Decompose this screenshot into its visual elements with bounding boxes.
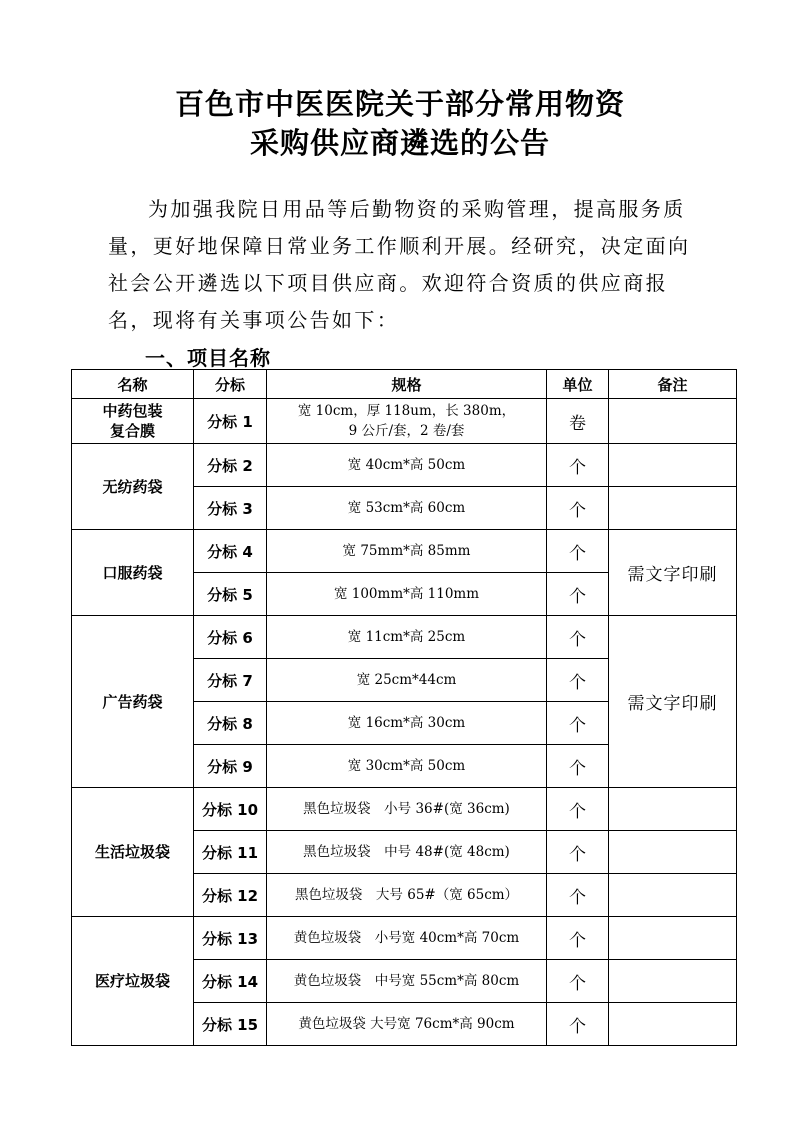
item-name-cell: 口服药袋	[72, 530, 194, 616]
item-name-cell: 无纺药袋	[72, 444, 194, 530]
procurement-table	[71, 369, 737, 1046]
table-header-row	[72, 370, 737, 399]
unit-cell: 个	[547, 745, 609, 788]
table-row	[72, 530, 737, 573]
table-row	[72, 399, 737, 444]
table-row	[72, 788, 737, 831]
note-cell: 需文字印刷	[609, 616, 737, 788]
unit-cell: 个	[547, 487, 609, 530]
item-name-line: 复合膜	[109, 422, 155, 440]
document-title-line-1: 百色市中医医院关于部分常用物资	[174, 87, 625, 121]
item-name-cell: 医疗垃圾袋	[72, 917, 194, 1046]
note-cell	[609, 788, 737, 831]
lot-cell: 分标 8	[194, 702, 267, 745]
unit-cell: 个	[547, 573, 609, 616]
spec-cell: 宽 100mm*高 110mm	[267, 573, 547, 616]
unit-cell: 个	[547, 960, 609, 1003]
item-name-cell	[72, 399, 194, 444]
note-cell	[609, 917, 737, 960]
lot-cell: 分标 12	[194, 874, 267, 917]
header-spec: 规格	[267, 370, 547, 399]
header-name: 名称	[72, 370, 194, 399]
unit-cell: 个	[547, 702, 609, 745]
spec-cell: 黄色垃圾袋 中号宽 55cm*高 80cm	[267, 960, 547, 1003]
note-cell	[609, 1003, 737, 1046]
intro-paragraph: 为加强我院日用品等后勤物资的采购管理，提高服务质量，更好地保障日常业务工作顺利开展。经研究，决定面向社会公开遴选以下项目供应商。欢迎符合资质的供应商报名，现将有关事项公告如下：	[108, 197, 691, 332]
spec-cell: 黄色垃圾袋 小号宽 40cm*高 70cm	[267, 917, 547, 960]
document-title-line-2: 采购供应商遴选的公告	[249, 126, 550, 160]
unit-cell: 个	[547, 1003, 609, 1046]
unit-cell: 个	[547, 659, 609, 702]
spec-cell: 宽 11cm*高 25cm	[267, 616, 547, 659]
note-cell: 需文字印刷	[609, 530, 737, 616]
unit-cell: 个	[547, 616, 609, 659]
header-note: 备注	[609, 370, 737, 399]
item-name-line: 中药包装	[102, 402, 163, 420]
header-lot: 分标	[194, 370, 267, 399]
spec-line: 宽 10cm，厚 118um，长 380m，	[297, 403, 516, 419]
lot-cell: 分标 1	[194, 399, 267, 444]
spec-cell: 黄色垃圾袋 大号宽 76cm*高 90cm	[267, 1003, 547, 1046]
spec-cell: 宽 30cm*高 50cm	[267, 745, 547, 788]
table-row	[72, 444, 737, 487]
unit-cell: 个	[547, 530, 609, 573]
unit-cell: 个	[547, 917, 609, 960]
unit-cell: 卷	[547, 399, 609, 444]
lot-cell: 分标 3	[194, 487, 267, 530]
item-name-cell: 生活垃圾袋	[72, 788, 194, 917]
lot-cell: 分标 15	[194, 1003, 267, 1046]
lot-cell: 分标 11	[194, 831, 267, 874]
unit-cell: 个	[547, 874, 609, 917]
spec-cell: 宽 75mm*高 85mm	[267, 530, 547, 573]
note-cell	[609, 960, 737, 1003]
lot-cell: 分标 7	[194, 659, 267, 702]
spec-line: 9 公斤/套，2 卷/套	[348, 423, 465, 439]
unit-cell: 个	[547, 444, 609, 487]
unit-cell: 个	[547, 831, 609, 874]
lot-cell: 分标 4	[194, 530, 267, 573]
unit-cell: 个	[547, 788, 609, 831]
lot-cell: 分标 10	[194, 788, 267, 831]
note-cell	[609, 399, 737, 444]
note-cell	[609, 487, 737, 530]
spec-cell	[267, 399, 547, 444]
table-row	[72, 917, 737, 960]
section-heading-project-name: 一、项目名称	[145, 346, 271, 370]
spec-cell: 宽 16cm*高 30cm	[267, 702, 547, 745]
note-cell	[609, 874, 737, 917]
spec-cell: 黑色垃圾袋 小号 36#(宽 36cm)	[267, 788, 547, 831]
lot-cell: 分标 6	[194, 616, 267, 659]
spec-cell: 宽 53cm*高 60cm	[267, 487, 547, 530]
lot-cell: 分标 14	[194, 960, 267, 1003]
header-unit: 单位	[547, 370, 609, 399]
item-name-cell: 广告药袋	[72, 616, 194, 788]
note-cell	[609, 444, 737, 487]
lot-cell: 分标 2	[194, 444, 267, 487]
spec-cell: 黑色垃圾袋 中号 48#(宽 48cm)	[267, 831, 547, 874]
spec-cell: 宽 40cm*高 50cm	[267, 444, 547, 487]
spec-cell: 黑色垃圾袋 大号 65#（宽 65cm）	[267, 874, 547, 917]
table-row	[72, 616, 737, 659]
lot-cell: 分标 5	[194, 573, 267, 616]
lot-cell: 分标 13	[194, 917, 267, 960]
spec-cell: 宽 25cm*44cm	[267, 659, 547, 702]
lot-cell: 分标 9	[194, 745, 267, 788]
note-cell	[609, 831, 737, 874]
